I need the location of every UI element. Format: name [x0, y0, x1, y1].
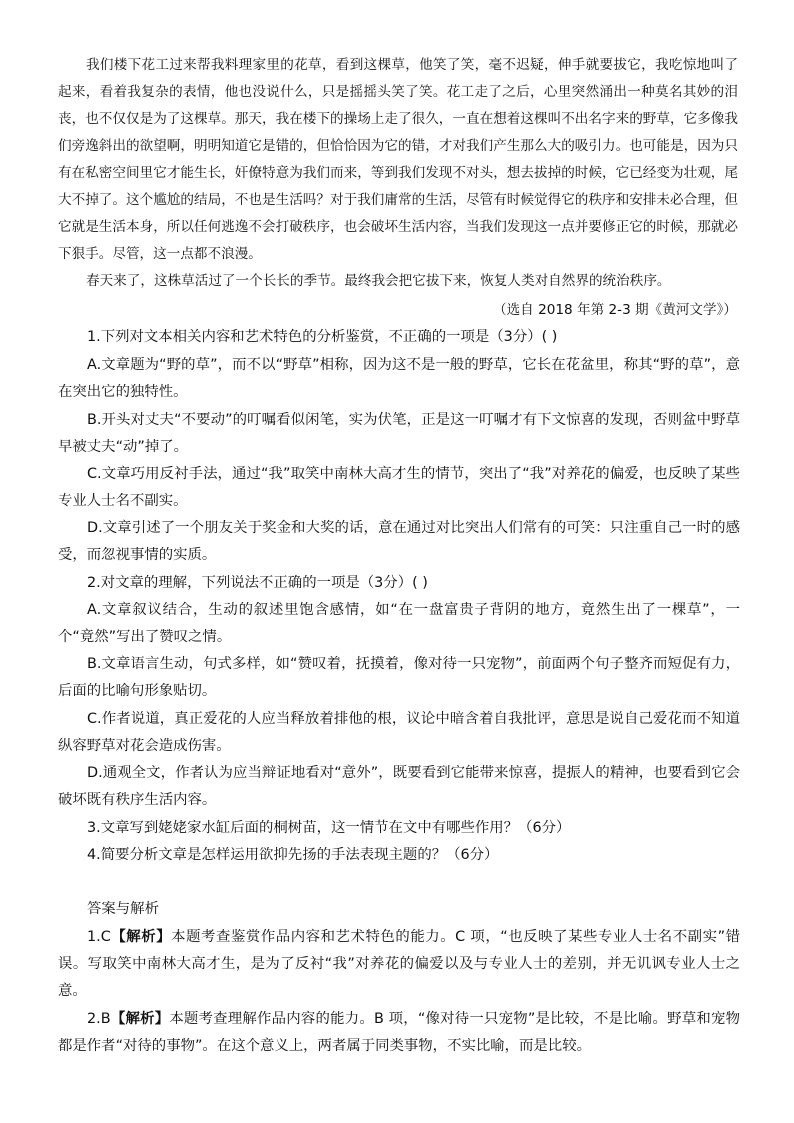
question-3: 3.文章写到姥姥家水缸后面的桐树苗，这一情节在文中有哪些作用？（6分） — [87, 820, 571, 836]
answer-2-analysis-tag: 【解析】 — [110, 1011, 170, 1027]
answer-2 — [58, 1006, 740, 1060]
passage-paragraph-2: 春天来了，这株草活过了一个长长的季节。最终我会把它拔下来，恢复人类对自然界的统治秩序。 — [86, 273, 671, 289]
question-1-option-c: C.文章巧用反衬手法，通过“我”取笑中南林大高才生的情节，突出了“我”对养花的偏爱，也反映了某些专业人士名不副实。 — [58, 466, 740, 510]
question-2-option-b: B.文章语言生动，句式多样，如“赞叹着，抚摸着，像对待一只宠物”，前面两个句子整齐而短促有力，后面的比喻句形象贴切。 — [58, 656, 740, 700]
question-2: 2.对文章的理解，下列说法不正确的一项是（3分）( ) — [87, 575, 428, 591]
question-4: 4.简要分析文章是怎样运用欲抑先扬的手法表现主题的？（6分） — [87, 847, 499, 863]
question-1: 1.下列对文本相关内容和艺术特色的分析鉴赏，不正确的一项是（3分）( ) — [87, 329, 558, 345]
answer-1-text: 本题考查鉴赏作品内容和艺术特色的能力。C 项，“也反映了某些专业人士名不副实”错误。写取笑中南林大高才生，是为了反衬“我”对养花的偏爱以及与专业人士的差别，并无讥讽专业人士之意。 — [58, 929, 740, 1000]
question-2-option-c: C.作者说道，真正爱花的人应当释放着排他的根，议论中暗含着自我批评，意思是说自己爱花而不知道纵容野草对花会造成伤害。 — [58, 711, 740, 755]
answer-1-number: 1.C — [87, 929, 111, 945]
question-2-option-d: D.通观全文，作者认为应当辩证地看对“意外”，既要看到它能带来惊喜，提振人的精神，也要看到它会破坏既有秩序生活内容。 — [58, 765, 740, 809]
passage-paragraph-1: 我们楼下花工过来帮我料理家里的花草，看到这棵草，他笑了笑，毫不迟疑，伸手就要拔它，我吃惊地叫了起来，看着我复杂的表情，他也没说什么，只是摇摇头笑了笑。花工走了之后，心里突然涌出一种莫名其妙的泪丧，也不仅仅是为了这棵草。那天，我在楼下的操场上走了很久，一直在想着这棵叫不出名字来的野草，它多像我们旁逸斜出的欲望啊，明明知道它是错的，但恰恰因为它的错，才对我们产生那么大的吸引力。也可能是，因为只有在私密空间里它才能生长，奸僚特意为我们而来，等到我们发现不对头，想去拔掉的时候，它已经变为壮观，尾大不掉了。这个尴尬的结局，不也是生活吗？对于我们庸常的生活，尽管有时候觉得它的秩序和安排未必合理，但它就是生活本身，所以任何逃逸不会打破秩序，也会破坏生活内容，当我们发现这一点并要修正它的时候，那就必下狠手。尽管，这一点都不浪漫。 — [58, 57, 738, 262]
question-2-option-a: A.文章叙议结合，生动的叙述里饱含感情，如“在一盘富贵子背阴的地方，竟然生出了一棵草”，一个“竟然”写出了赞叹之情。 — [58, 602, 740, 646]
answer-1-analysis-tag: 【解析】 — [110, 929, 172, 945]
question-1-option-d: D.文章引述了一个朋友关于奖金和大奖的话，意在通过对比突出人们常有的可笑：只注重自己一时的感受，而忽视事情的实质。 — [58, 520, 740, 564]
answer-1 — [58, 924, 740, 1006]
answer-2-text: 本题考查理解作品内容的能力。B 项，“像对待一只宠物”是比较，不是比喻。野草和宠物都是作者“对待的事物”。在这个意义上，两者属于同类事物，不实比喻，而是比较。 — [58, 1011, 740, 1055]
source-citation: （选自 2018 年第 2-3 期《黄河文学》） — [493, 302, 737, 318]
answer-2-number: 2.B — [87, 1011, 111, 1027]
answers-heading: 答案与解析 — [87, 901, 159, 917]
question-1-option-b: B.开头对丈夫“不要动”的叮嘱看似闲笔，实为伏笔，正是这一叮嘱才有下文惊喜的发现，否则盆中野草早被丈夫“动”掉了。 — [58, 412, 740, 456]
question-1-option-a: A.文章题为“野的草”，而不以“野草”相称，因为这不是一般的野草，它长在花盆里，称其“野的草”，意在突出它的独特性。 — [58, 357, 740, 401]
